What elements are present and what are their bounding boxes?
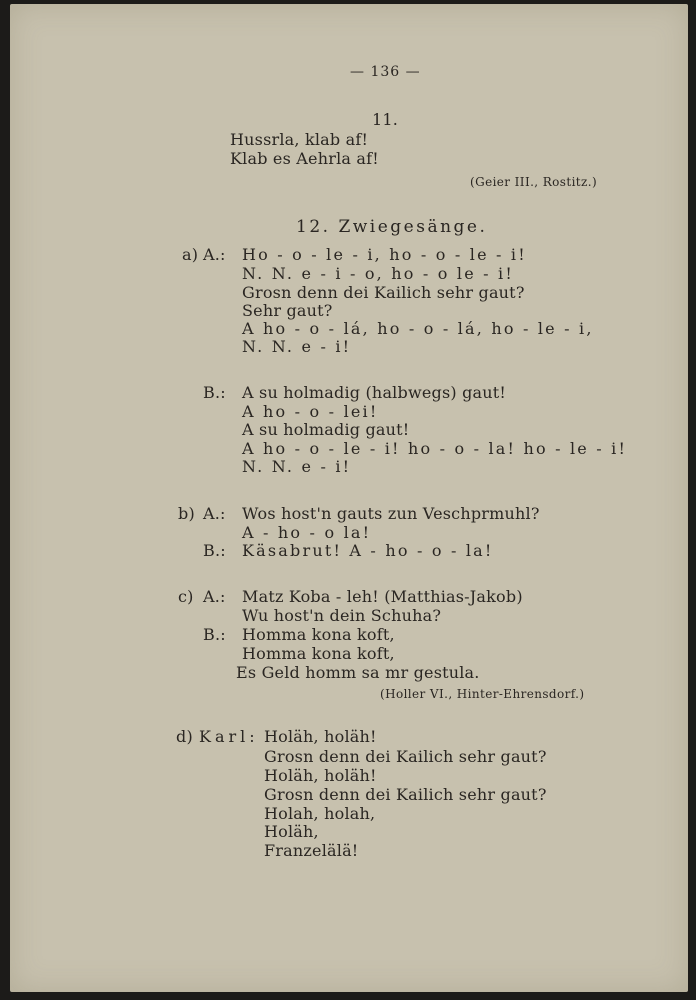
verse-line: A ho - o - lei! <box>242 402 379 421</box>
section-12-title: 12. Zwiegesänge. <box>296 217 488 237</box>
verse-line: Holah, holah, <box>264 804 376 823</box>
dialogue-label-d: d) <box>176 727 193 746</box>
verse-line: Sehr gaut? <box>242 301 333 320</box>
source-attribution: (Holler VI., Hinter-Ehrensdorf.) <box>380 687 585 701</box>
verse-line: A su holmadig gaut! <box>242 420 410 439</box>
dialogue-label-c: c) <box>178 587 194 606</box>
verse-line: Holäh, <box>264 822 319 841</box>
verse-line: Homma kona koft, <box>242 625 395 644</box>
speaker-b: B.: <box>203 541 226 560</box>
verse-line: A ho - o - le - i! ho - o - la! ho - le - i! <box>242 439 628 458</box>
speaker-a: A.: <box>203 587 226 606</box>
verse-line: Klab es Aehrla af! <box>230 149 379 168</box>
verse-line: N. N. e - i! <box>242 337 352 356</box>
page-number: — 136 — <box>350 64 421 80</box>
verse-line: Holäh, holäh! <box>264 766 377 785</box>
verse-line: Es Geld homm sa mr gestula. <box>236 663 480 682</box>
speaker-a: A.: <box>203 245 226 264</box>
verse-line: Franzelälä! <box>264 841 359 860</box>
verse-line: A su holmadig (halbwegs) gaut! <box>242 383 507 402</box>
verse-line: N. N. e - i! <box>242 457 352 476</box>
speaker-karl: Karl: <box>199 727 259 746</box>
verse-line: Hussrla, klab af! <box>230 130 369 149</box>
verse-line: Ho - o - le - i, ho - o - le - i! <box>242 245 527 264</box>
source-attribution: (Geier III., Rostitz.) <box>470 175 598 189</box>
speaker-b: B.: <box>203 383 226 402</box>
dialogue-label-a: a) <box>182 245 199 264</box>
speaker-a: A.: <box>203 504 226 523</box>
verse-line: A ho - o - lá, ho - o - lá, ho - le - i, <box>242 319 594 338</box>
section-11-number: 11. <box>372 110 399 129</box>
verse-line: Matz Koba - leh! (Matthias-Jakob) <box>242 587 523 606</box>
verse-line: Käsabrut! A - ho - o - la! <box>242 541 494 560</box>
verse-line: Grosn denn dei Kailich sehr gaut? <box>264 785 547 804</box>
speaker-b: B.: <box>203 625 226 644</box>
dialogue-label-b: b) <box>178 504 195 523</box>
verse-line: Homma kona koft, <box>242 644 395 663</box>
verse-line: Wos host'n gauts zun Veschprmuhl? <box>242 504 540 523</box>
verse-line: N. N. e - i - o, ho - o le - i! <box>242 264 514 283</box>
verse-line: Holäh, holäh! <box>264 727 377 746</box>
verse-line: Grosn denn dei Kailich sehr gaut? <box>242 283 525 302</box>
verse-line: Grosn denn dei Kailich sehr gaut? <box>264 747 547 766</box>
verse-line: Wu host'n dein Schuha? <box>242 606 442 625</box>
verse-line: A - ho - o la! <box>242 523 372 542</box>
